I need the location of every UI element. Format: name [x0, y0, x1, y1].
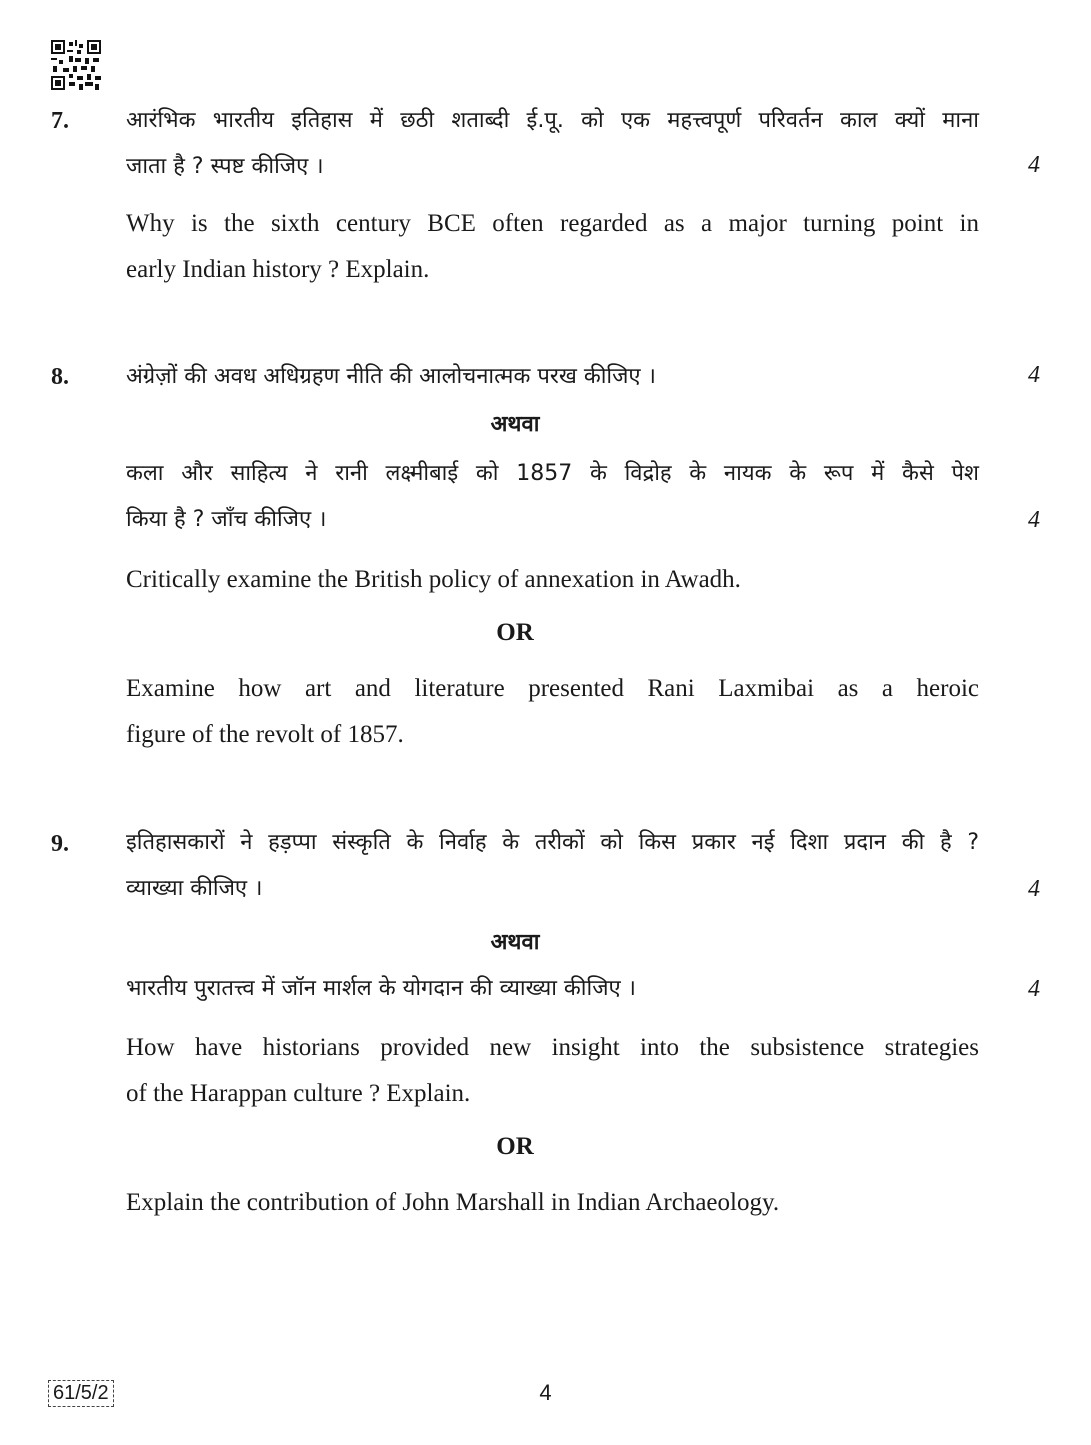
marks-label: 4 — [1028, 362, 1040, 388]
or-divider-english: OR — [496, 1133, 534, 1160]
paper-code: 61/5/2 — [48, 1380, 114, 1407]
question-number: 9. — [51, 831, 69, 857]
qr-code-icon — [51, 40, 101, 90]
or-divider-hindi: अथवा — [490, 930, 540, 955]
question-english-text: Critically examine the British policy of annexation in Awadh. — [126, 566, 741, 593]
marks-label: 4 — [1028, 876, 1040, 902]
page-number: 4 — [539, 1380, 552, 1405]
question-english-text: How have historians provided new insight into the subsistence strategies — [126, 1034, 979, 1061]
question-hindi-alt-text: भारतीय पुरातत्त्व में जॉन मार्शल के योगदान की व्याख्या कीजिए । — [126, 976, 637, 1001]
question-hindi-text: जाता है ? स्पष्ट कीजिए । — [126, 154, 324, 179]
question-english-text: of the Harappan culture ? Explain. — [126, 1080, 471, 1107]
marks-label: 4 — [1028, 152, 1040, 178]
question-hindi-text: आरंभिक भारतीय इतिहास में छठी शताब्दी ई.पू. को एक महत्त्वपूर्ण परिवर्तन काल क्यों माना — [126, 108, 979, 133]
question-number: 8. — [51, 364, 69, 390]
question-english-text: Why is the sixth century BCE often regarded as a major turning point in — [126, 210, 979, 237]
marks-label: 4 — [1028, 507, 1040, 533]
question-hindi-alt-text: कला और साहित्य ने रानी लक्ष्मीबाई को 1857 के विद्रोह के नायक के रूप में कैसे पेश — [126, 461, 979, 486]
question-hindi-text: व्याख्या कीजिए । — [126, 876, 263, 901]
question-number: 7. — [51, 108, 69, 134]
question-english-alt-text: figure of the revolt of 1857. — [126, 721, 404, 748]
question-hindi-text: इतिहासकारों ने हड़प्पा संस्कृति के निर्वाह के तरीकों को किस प्रकार नई दिशा प्रदान की है ? — [126, 830, 979, 855]
question-english-text: early Indian history ? Explain. — [126, 256, 430, 283]
question-hindi-text: अंग्रेज़ों की अवध अधिग्रहण नीति की आलोचनात्मक परख कीजिए । — [126, 364, 656, 389]
marks-label: 4 — [1028, 976, 1040, 1002]
question-english-alt-text: Examine how art and literature presented Rani Laxmibai as a heroic — [126, 675, 979, 702]
question-english-alt-text: Explain the contribution of John Marshall in Indian Archaeology. — [126, 1189, 780, 1216]
or-divider-english: OR — [496, 619, 534, 646]
or-divider-hindi: अथवा — [490, 412, 540, 437]
question-hindi-alt-text: किया है ? जाँच कीजिए । — [126, 507, 327, 532]
